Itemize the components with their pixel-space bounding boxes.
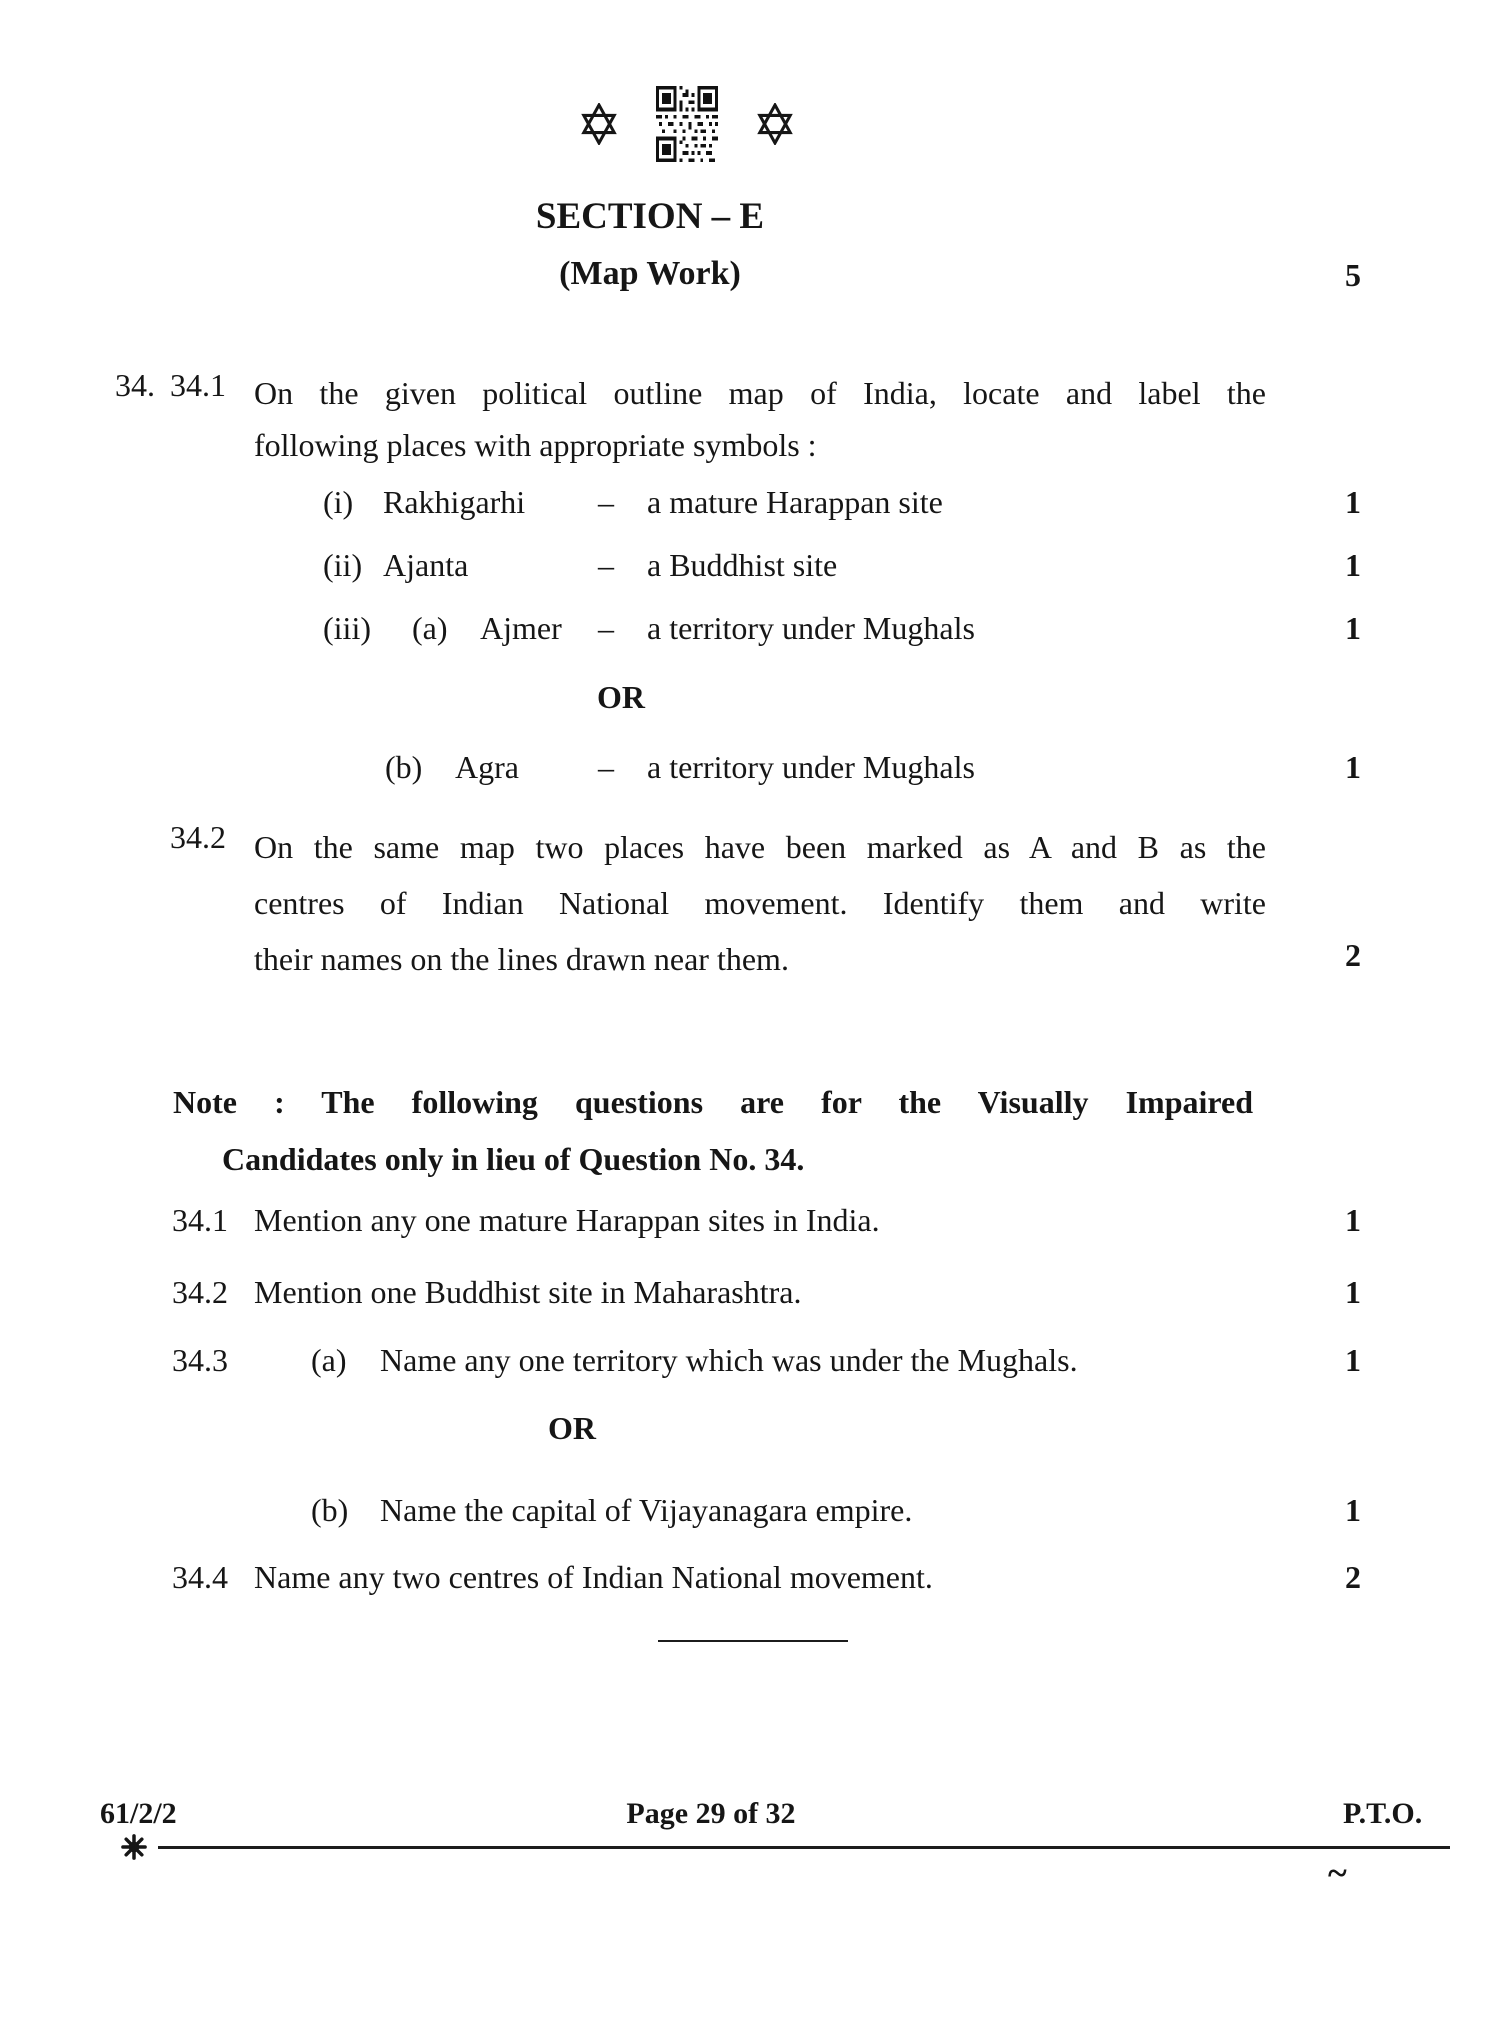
question-342-text [254,819,1266,987]
question-marks: 1 [1345,1492,1361,1528]
item-label: (ii) [323,547,363,583]
qr-code-icon [656,86,718,162]
question-number: 34.2 [172,1274,228,1310]
item-dash: – [598,610,614,646]
paper-code: 61/2/2 [100,1797,177,1830]
question-marks: 2 [1345,937,1361,973]
question-number: 34.1 [172,1202,228,1238]
question-sub-number: 34.2 [170,819,226,855]
question-342-line3: their names on the lines drawn near them. [254,941,789,977]
tilde-mark: ~ [1328,1853,1347,1893]
item-marks: 1 [1345,547,1361,583]
header-icon-row [0,86,1374,162]
question-marks: 1 [1345,1342,1361,1378]
pto-label: P.T.O. [1343,1797,1423,1830]
question-marks: 2 [1345,1559,1361,1595]
section-marks: 5 [1345,257,1361,293]
item-sublabel: (a) [412,610,448,646]
question-number: 34.4 [172,1559,228,1595]
note-line2: Candidates only in lieu of Question No. 34. [222,1141,805,1177]
question-intro [254,367,1266,471]
or-separator: OR [548,1410,596,1446]
item-dash: – [598,547,614,583]
item-description: a territory under Mughals [647,749,975,785]
question-number: 34. [115,367,155,403]
end-divider [658,1640,848,1642]
item-description: a territory under Mughals [647,610,975,646]
question-text: Mention any one mature Harappan sites in India. [254,1202,880,1238]
section-title: SECTION – E [535,196,765,237]
note-line1: Note : The following questions are for the Visually Impaired [173,1084,1253,1120]
item-marks: 1 [1345,610,1361,646]
question-text: Mention one Buddhist site in Maharashtra. [254,1274,802,1310]
item-place: Rakhigarhi [383,484,526,520]
note-block [173,1074,1253,1188]
question-intro-line2: following places with appropriate symbols : [254,427,817,463]
question-sub-number: 34.1 [170,367,226,403]
question-text: Name any one territory which was under the Mughals. [380,1342,1078,1378]
question-text: Name any two centres of Indian National movement. [254,1559,933,1595]
question-marks: 1 [1345,1202,1361,1238]
item-place: Ajmer [480,610,562,646]
item-sublabel: (b) [385,749,423,785]
page-number: Page 29 of 32 [626,1797,796,1830]
question-number: 34.3 [172,1342,228,1378]
question-342-line2: centres of Indian National movement. Identify them and write [254,885,1266,921]
question-sublabel: (b) [311,1492,349,1528]
section-subtitle: (Map Work) [559,255,741,292]
item-place: Agra [455,749,519,785]
item-place: Ajanta [383,547,469,583]
item-label: (iii) [323,610,371,646]
item-marks: 1 [1345,749,1361,785]
item-marks: 1 [1345,484,1361,520]
star-of-david-icon [580,103,618,145]
question-intro-line1: On the given political outline map of India, locate and label the [254,375,1266,411]
item-description: a mature Harappan site [647,484,943,520]
star-of-david-icon [756,103,794,145]
item-description: a Buddhist site [647,547,838,583]
footer-rule [158,1846,1450,1849]
question-text: Name the capital of Vijayanagara empire. [380,1492,913,1528]
item-dash: – [598,749,614,785]
or-separator: OR [597,679,645,715]
item-label: (i) [323,484,354,520]
rosette-flower-icon [120,1833,148,1861]
question-342-line1: On the same map two places have been marked as A and B as the [254,829,1266,865]
question-marks: 1 [1345,1274,1361,1310]
question-sublabel: (a) [311,1342,347,1378]
item-dash: – [598,484,614,520]
